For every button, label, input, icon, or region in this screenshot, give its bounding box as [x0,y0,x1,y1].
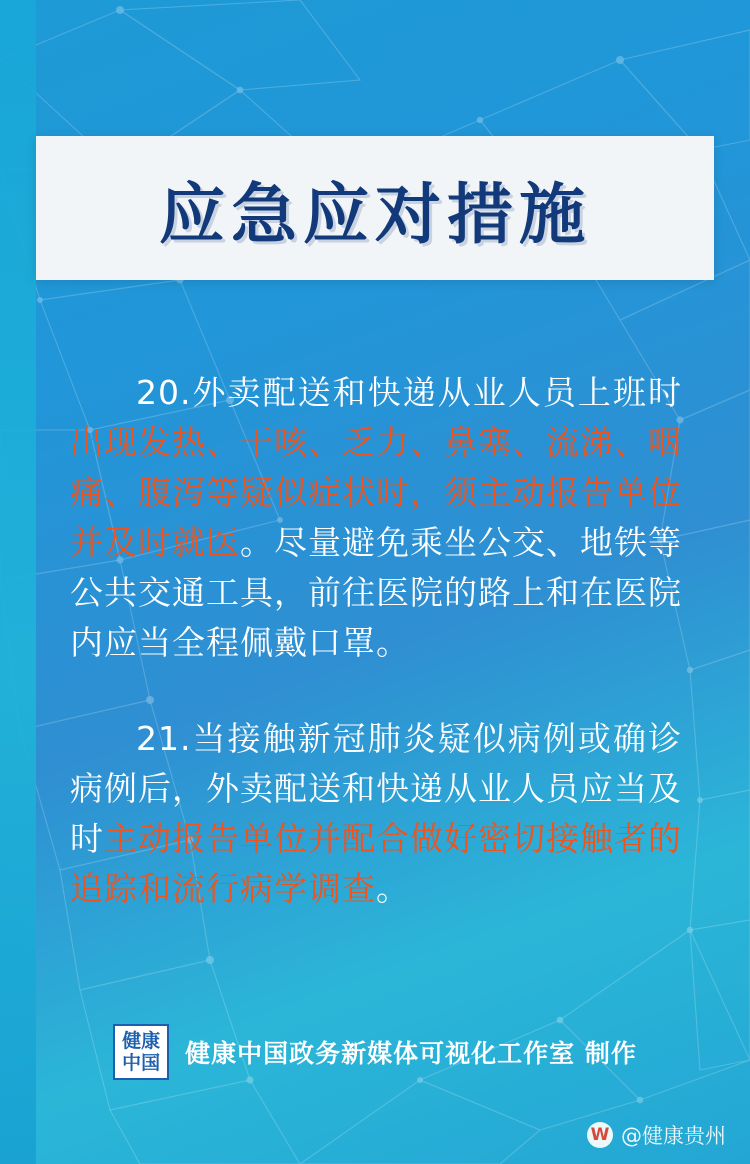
body-content [70,368,682,914]
health-china-logo [113,1024,169,1080]
text-run-highlight: 主动报告单位并配合做好密切接触者的追踪和流行病学调查 [70,819,682,908]
logo-line-2: 中国 [122,1052,161,1074]
text-run-plain: 20.外卖配送和快递从业人员上班时 [136,373,682,412]
paragraph-item-20 [70,368,682,668]
text-run-plain: 。尽量避免乘坐公交、地铁等公共交通工具，前往医院的路上和在医院内应当全程佩戴口罩。 [70,523,682,662]
text-run-plain: 21.当接触新冠肺炎疑似病例或确诊病例后，外卖配送和快递从业人员应当及时 [70,719,682,858]
footer [0,1024,750,1080]
page-title: 应急应对措施 [159,175,591,253]
paragraph-item-21 [70,714,682,914]
watermark [587,1120,726,1150]
text-run-plain: 。 [376,869,410,908]
text-run-highlight: 出现发热、干咳、乏力、鼻塞、流涕、咽痛、腹泻等疑似症状时，须主动报告单位并及时就医 [70,423,682,562]
watermark-account: @健康贵州 [621,1124,726,1148]
footer-credit: 健康中国政务新媒体可视化工作室 制作 [185,1039,637,1068]
left-accent-stripe [0,0,36,1164]
weibo-icon: W [587,1122,613,1148]
title-card [36,136,714,280]
logo-line-1: 健康 [122,1030,161,1052]
